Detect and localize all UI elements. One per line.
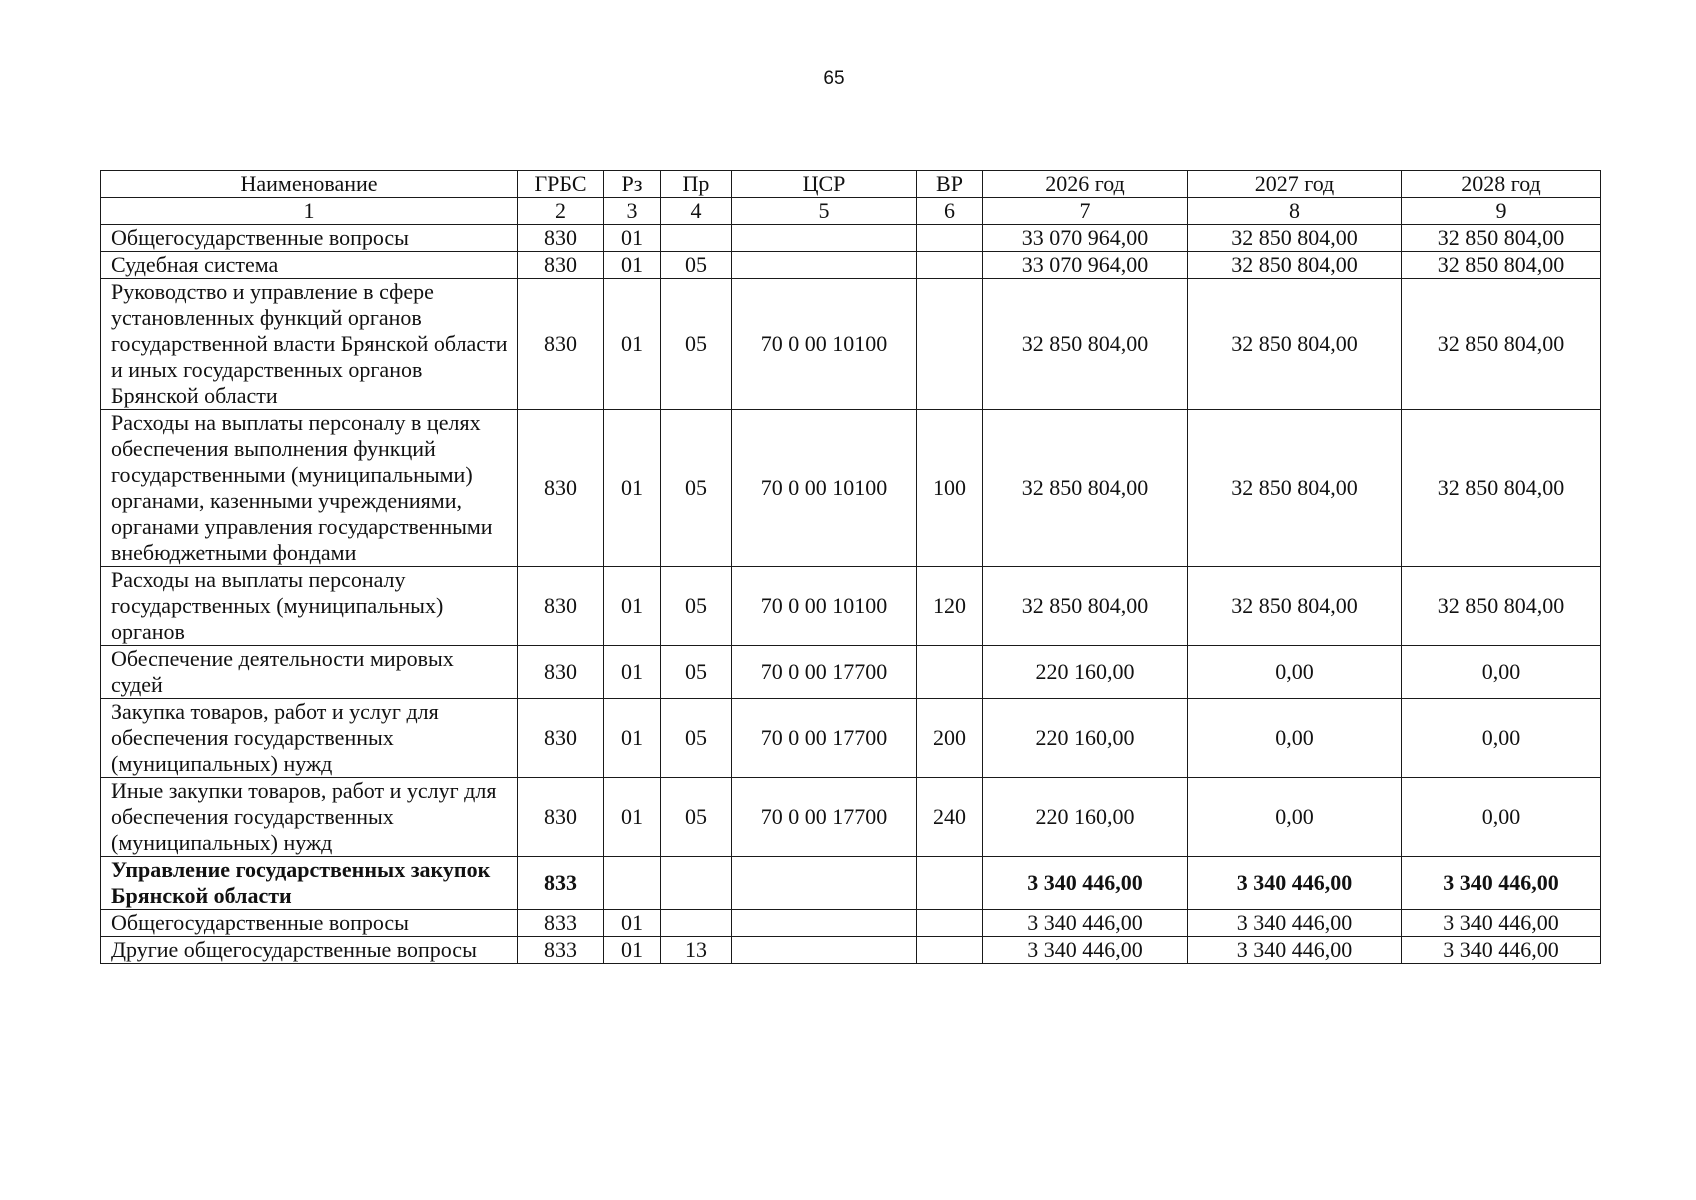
- column-number: 8: [1188, 198, 1402, 225]
- row-amount-2026: 33 070 964,00: [983, 225, 1188, 252]
- table-row: [101, 646, 1601, 699]
- row-amount-2027: 3 340 446,00: [1188, 937, 1402, 964]
- row-csr: 70 0 00 17700: [732, 699, 917, 778]
- row-name: Обеспечение деятельности мировых судей: [101, 646, 518, 699]
- row-grbs: 833: [518, 857, 604, 910]
- row-rz: 01: [604, 910, 661, 937]
- row-csr: 70 0 00 10100: [732, 567, 917, 646]
- row-name: Общегосударственные вопросы: [101, 225, 518, 252]
- row-rz: 01: [604, 410, 661, 567]
- row-grbs: 830: [518, 699, 604, 778]
- table-body: [101, 225, 1601, 964]
- header-cell: 2026 год: [983, 171, 1188, 198]
- row-amount-2026: 3 340 446,00: [983, 910, 1188, 937]
- row-vr: [917, 857, 983, 910]
- row-rz: 01: [604, 252, 661, 279]
- row-name: Судебная система: [101, 252, 518, 279]
- row-amount-2028: 3 340 446,00: [1402, 910, 1601, 937]
- row-amount-2026: 32 850 804,00: [983, 279, 1188, 410]
- row-rz: 01: [604, 225, 661, 252]
- header-cell: 2027 год: [1188, 171, 1402, 198]
- row-amount-2026: 220 160,00: [983, 646, 1188, 699]
- header-row: [101, 171, 1601, 198]
- row-amount-2027: 3 340 446,00: [1188, 857, 1402, 910]
- row-amount-2026: 220 160,00: [983, 778, 1188, 857]
- row-vr: 100: [917, 410, 983, 567]
- row-vr: [917, 937, 983, 964]
- table-row: [101, 857, 1601, 910]
- row-vr: [917, 910, 983, 937]
- budget-table: [100, 170, 1601, 964]
- row-name: Расходы на выплаты персоналу в целях обеспечения выполнения функций государственными (муниципальными) органами, казенными учреждениями, органами управления государственными внебюджетными фондами: [101, 410, 518, 567]
- row-amount-2028: 32 850 804,00: [1402, 279, 1601, 410]
- row-csr: 70 0 00 10100: [732, 279, 917, 410]
- row-amount-2027: 3 340 446,00: [1188, 910, 1402, 937]
- row-pr: 05: [661, 646, 732, 699]
- row-csr: [732, 910, 917, 937]
- row-rz: 01: [604, 699, 661, 778]
- row-pr: 05: [661, 699, 732, 778]
- row-amount-2028: 0,00: [1402, 699, 1601, 778]
- row-grbs: 833: [518, 910, 604, 937]
- row-pr: [661, 225, 732, 252]
- column-number: 1: [101, 198, 518, 225]
- row-rz: 01: [604, 279, 661, 410]
- column-number-row: [101, 198, 1601, 225]
- row-amount-2026: 220 160,00: [983, 699, 1188, 778]
- row-pr: 05: [661, 778, 732, 857]
- row-amount-2028: 0,00: [1402, 778, 1601, 857]
- row-amount-2026: 3 340 446,00: [983, 857, 1188, 910]
- row-amount-2028: 3 340 446,00: [1402, 937, 1601, 964]
- row-amount-2028: 0,00: [1402, 646, 1601, 699]
- row-csr: 70 0 00 17700: [732, 778, 917, 857]
- row-csr: [732, 252, 917, 279]
- row-name: Закупка товаров, работ и услуг для обеспечения государственных (муниципальных) нужд: [101, 699, 518, 778]
- row-amount-2027: 32 850 804,00: [1188, 410, 1402, 567]
- row-amount-2026: 3 340 446,00: [983, 937, 1188, 964]
- row-amount-2028: 32 850 804,00: [1402, 252, 1601, 279]
- column-number: 5: [732, 198, 917, 225]
- row-rz: 01: [604, 567, 661, 646]
- column-number: 9: [1402, 198, 1601, 225]
- row-vr: [917, 279, 983, 410]
- row-amount-2027: 32 850 804,00: [1188, 279, 1402, 410]
- row-vr: 240: [917, 778, 983, 857]
- row-rz: 01: [604, 937, 661, 964]
- row-pr: 05: [661, 279, 732, 410]
- table-row: [101, 778, 1601, 857]
- row-amount-2027: 32 850 804,00: [1188, 225, 1402, 252]
- column-number: 4: [661, 198, 732, 225]
- table-row: [101, 279, 1601, 410]
- row-grbs: 830: [518, 646, 604, 699]
- header-cell: 2028 год: [1402, 171, 1601, 198]
- row-pr: 05: [661, 252, 732, 279]
- row-amount-2028: 3 340 446,00: [1402, 857, 1601, 910]
- column-number: 7: [983, 198, 1188, 225]
- row-grbs: 830: [518, 778, 604, 857]
- row-grbs: 833: [518, 937, 604, 964]
- row-pr: 05: [661, 410, 732, 567]
- row-pr: 13: [661, 937, 732, 964]
- row-amount-2026: 32 850 804,00: [983, 567, 1188, 646]
- row-amount-2027: 0,00: [1188, 699, 1402, 778]
- row-amount-2027: 0,00: [1188, 778, 1402, 857]
- row-name: Другие общегосударственные вопросы: [101, 937, 518, 964]
- row-vr: [917, 646, 983, 699]
- row-grbs: 830: [518, 225, 604, 252]
- table-row: [101, 252, 1601, 279]
- table-row: [101, 937, 1601, 964]
- row-name: Руководство и управление в сфере установленных функций органов государственной власти Брянской области и иных государственных органов Брянской области: [101, 279, 518, 410]
- table-row: [101, 699, 1601, 778]
- row-amount-2026: 32 850 804,00: [983, 410, 1188, 567]
- row-vr: 120: [917, 567, 983, 646]
- row-csr: [732, 937, 917, 964]
- header-cell: Рз: [604, 171, 661, 198]
- row-amount-2027: 0,00: [1188, 646, 1402, 699]
- row-grbs: 830: [518, 567, 604, 646]
- row-amount-2028: 32 850 804,00: [1402, 567, 1601, 646]
- page-number: 65: [823, 68, 845, 89]
- row-pr: 05: [661, 567, 732, 646]
- row-amount-2026: 33 070 964,00: [983, 252, 1188, 279]
- row-rz: 01: [604, 646, 661, 699]
- row-vr: [917, 252, 983, 279]
- row-csr: [732, 225, 917, 252]
- row-pr: [661, 910, 732, 937]
- row-name: Расходы на выплаты персоналу государственных (муниципальных) органов: [101, 567, 518, 646]
- row-amount-2027: 32 850 804,00: [1188, 567, 1402, 646]
- header-cell: ГРБС: [518, 171, 604, 198]
- row-name: Общегосударственные вопросы: [101, 910, 518, 937]
- row-grbs: 830: [518, 252, 604, 279]
- row-rz: [604, 857, 661, 910]
- row-name: Управление государственных закупок Брянской области: [101, 857, 518, 910]
- header-cell: Пр: [661, 171, 732, 198]
- row-name: Иные закупки товаров, работ и услуг для обеспечения государственных (муниципальных) нужд: [101, 778, 518, 857]
- column-number: 2: [518, 198, 604, 225]
- row-grbs: 830: [518, 279, 604, 410]
- table-row: [101, 910, 1601, 937]
- row-csr: [732, 857, 917, 910]
- row-amount-2027: 32 850 804,00: [1188, 252, 1402, 279]
- table-row: [101, 567, 1601, 646]
- row-pr: [661, 857, 732, 910]
- row-csr: 70 0 00 10100: [732, 410, 917, 567]
- header-cell: Наименование: [101, 171, 518, 198]
- row-amount-2028: 32 850 804,00: [1402, 225, 1601, 252]
- row-csr: 70 0 00 17700: [732, 646, 917, 699]
- table-row: [101, 225, 1601, 252]
- column-number: 6: [917, 198, 983, 225]
- row-grbs: 830: [518, 410, 604, 567]
- header-cell: ЦСР: [732, 171, 917, 198]
- row-rz: 01: [604, 778, 661, 857]
- table-row: [101, 410, 1601, 567]
- row-vr: 200: [917, 699, 983, 778]
- header-cell: ВР: [917, 171, 983, 198]
- row-vr: [917, 225, 983, 252]
- column-number: 3: [604, 198, 661, 225]
- row-amount-2028: 32 850 804,00: [1402, 410, 1601, 567]
